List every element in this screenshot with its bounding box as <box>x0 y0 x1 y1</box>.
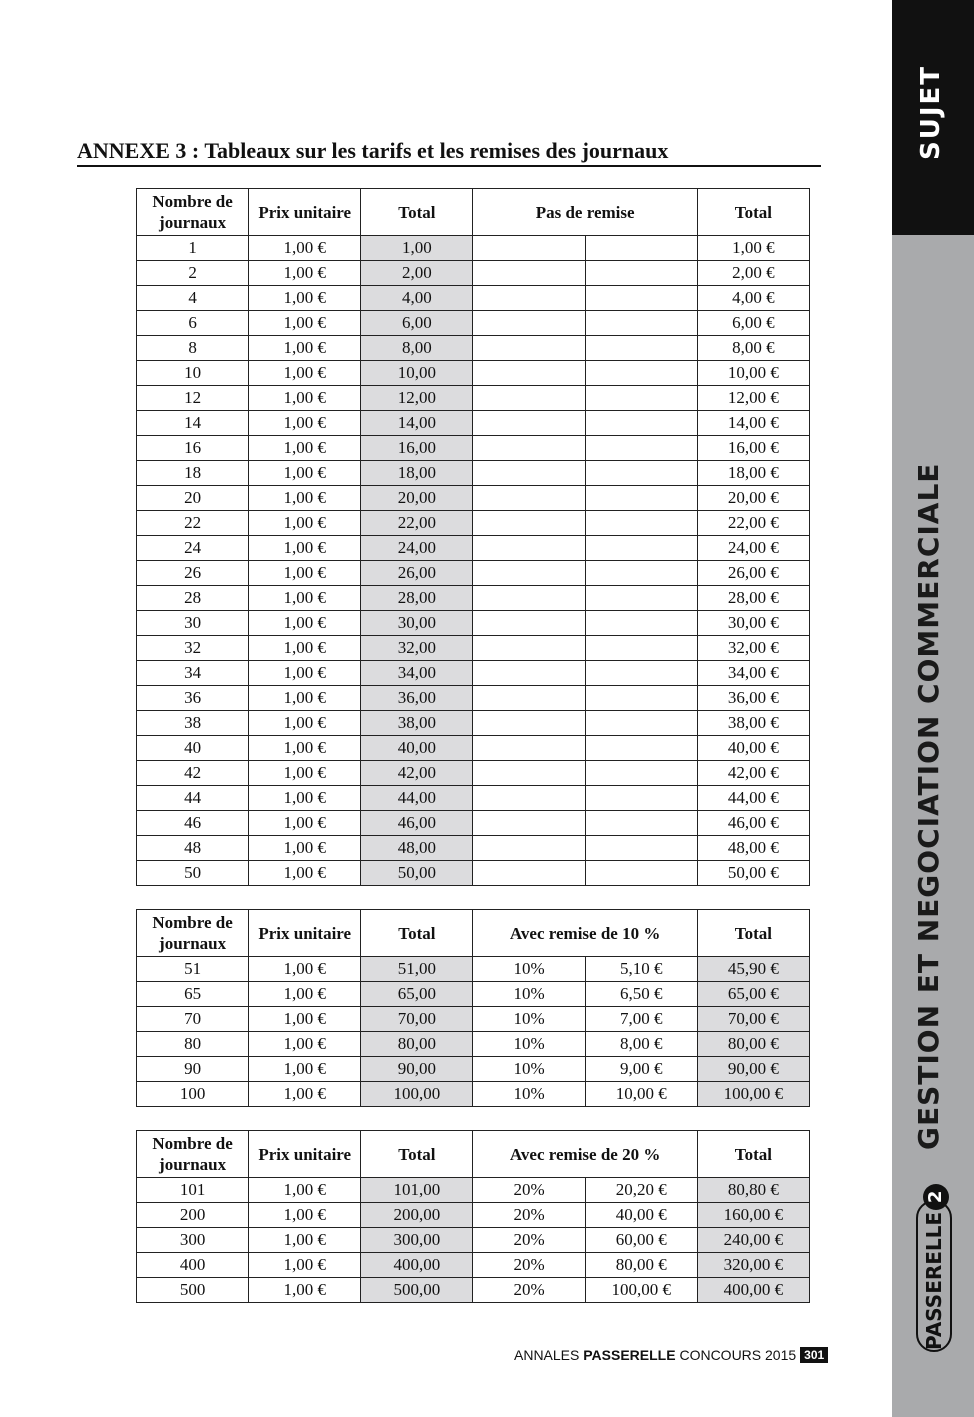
table-cell: 10,00 € <box>697 361 809 386</box>
column-header: Avec remise de 10 % <box>473 910 697 957</box>
table-cell <box>585 336 697 361</box>
table-cell <box>473 686 585 711</box>
table-row <box>137 811 810 836</box>
table-row <box>137 286 810 311</box>
table-row <box>137 1228 810 1253</box>
table-cell <box>473 336 585 361</box>
table-cell: 2,00 <box>361 261 473 286</box>
table-cell: 101,00 <box>361 1178 473 1203</box>
table-cell: 48,00 <box>361 836 473 861</box>
table-cell: 90,00 <box>361 1057 473 1082</box>
table-cell: 45,90 € <box>697 957 809 982</box>
table-cell: 20% <box>473 1178 585 1203</box>
table-cell: 18,00 € <box>697 461 809 486</box>
table-cell: 12,00 € <box>697 386 809 411</box>
table-cell <box>585 511 697 536</box>
table-cell <box>473 261 585 286</box>
table-cell: 10% <box>473 1032 585 1057</box>
table-cell: 42 <box>137 761 249 786</box>
table-cell: 1,00 € <box>249 957 361 982</box>
table-cell: 32,00 <box>361 636 473 661</box>
table-cell: 44,00 <box>361 786 473 811</box>
table-cell: 80 <box>137 1032 249 1057</box>
table-cell <box>585 461 697 486</box>
table-cell <box>473 536 585 561</box>
table-cell: 40 <box>137 736 249 761</box>
table-cell: 42,00 € <box>697 761 809 786</box>
table-cell: 38,00 <box>361 711 473 736</box>
table-cell <box>473 486 585 511</box>
table-cell: 1,00 € <box>249 386 361 411</box>
table-cell: 1,00 € <box>249 286 361 311</box>
table-cell <box>473 811 585 836</box>
page-number: 301 <box>800 1347 828 1363</box>
table-cell: 2 <box>137 261 249 286</box>
header-row <box>137 1131 810 1178</box>
table-cell: 8,00 € <box>697 336 809 361</box>
table-cell: 10% <box>473 1082 585 1107</box>
table-cell: 10% <box>473 1057 585 1082</box>
table-cell: 1,00 € <box>697 236 809 261</box>
table-pas-de-remise <box>136 188 810 886</box>
table-cell: 500 <box>137 1278 249 1303</box>
table-cell: 60,00 € <box>585 1228 697 1253</box>
table-cell: 100,00 <box>361 1082 473 1107</box>
table-cell: 34 <box>137 661 249 686</box>
table-cell: 1,00 € <box>249 1228 361 1253</box>
table-cell: 14 <box>137 411 249 436</box>
table-cell: 42,00 <box>361 761 473 786</box>
column-header: Prix unitaire <box>249 910 361 957</box>
table-cell: 50,00 <box>361 861 473 886</box>
header-row <box>137 910 810 957</box>
table-cell: 28,00 <box>361 586 473 611</box>
table-cell: 44 <box>137 786 249 811</box>
table-cell: 1,00 € <box>249 736 361 761</box>
table-cell: 38 <box>137 711 249 736</box>
table-cell: 34,00 <box>361 661 473 686</box>
table-row <box>137 686 810 711</box>
table-cell <box>473 386 585 411</box>
table-cell: 48 <box>137 836 249 861</box>
column-header: Total <box>697 189 809 236</box>
table-cell: 70 <box>137 1007 249 1032</box>
table-cell: 10,00 € <box>585 1082 697 1107</box>
table-cell: 10 <box>137 361 249 386</box>
table-row <box>137 711 810 736</box>
table-cell <box>473 661 585 686</box>
table-cell: 90 <box>137 1057 249 1082</box>
table-cell: 20% <box>473 1278 585 1303</box>
table-row <box>137 311 810 336</box>
table-cell: 6,00 € <box>697 311 809 336</box>
table-cell <box>585 636 697 661</box>
table-row <box>137 786 810 811</box>
table-cell <box>585 811 697 836</box>
table-cell: 20,20 € <box>585 1178 697 1203</box>
table-row <box>137 361 810 386</box>
table-cell <box>473 511 585 536</box>
table-cell: 1,00 € <box>249 1057 361 1082</box>
table-cell: 1,00 € <box>249 661 361 686</box>
column-header: Avec remise de 20 % <box>473 1131 697 1178</box>
table-cell: 20,00 € <box>697 486 809 511</box>
table-cell: 1,00 € <box>249 836 361 861</box>
table-cell <box>585 436 697 461</box>
table-cell <box>473 836 585 861</box>
table-cell <box>585 736 697 761</box>
table-cell: 400 <box>137 1253 249 1278</box>
table-cell <box>585 861 697 886</box>
table-cell: 1,00 € <box>249 461 361 486</box>
table-cell: 320,00 € <box>697 1253 809 1278</box>
table-row <box>137 1082 810 1107</box>
sidebar-section-label: GESTION ET NEGOCIATION COMMERCIALE <box>912 462 945 1150</box>
table-cell: 500,00 <box>361 1278 473 1303</box>
header-row <box>137 189 810 236</box>
table-cell <box>585 411 697 436</box>
table-cell: 26,00 € <box>697 561 809 586</box>
column-header: Nombre de journaux <box>137 189 249 236</box>
table-row <box>137 236 810 261</box>
table-cell: 1,00 € <box>249 1253 361 1278</box>
footer-brand: PASSERELLE <box>583 1347 676 1363</box>
page-footer <box>514 1345 828 1365</box>
table-cell: 1,00 € <box>249 811 361 836</box>
table-cell: 16,00 € <box>697 436 809 461</box>
table-cell: 14,00 <box>361 411 473 436</box>
table-cell: 1,00 € <box>249 436 361 461</box>
table-cell: 24,00 <box>361 536 473 561</box>
table-cell: 32 <box>137 636 249 661</box>
table-cell: 80,00 <box>361 1032 473 1057</box>
passerelle-logo <box>916 1190 952 1352</box>
table-cell: 1,00 € <box>249 711 361 736</box>
annex-heading: ANNEXE 3 : Tableaux sur les tarifs et les remises des journaux <box>77 137 821 167</box>
table-cell: 44,00 € <box>697 786 809 811</box>
table-cell: 30 <box>137 611 249 636</box>
table-cell <box>473 236 585 261</box>
table-cell <box>585 611 697 636</box>
table-remise-20 <box>136 1130 810 1303</box>
table-cell: 5,10 € <box>585 957 697 982</box>
table-cell <box>585 711 697 736</box>
table-row <box>137 1178 810 1203</box>
table-cell: 14,00 € <box>697 411 809 436</box>
table-cell: 8,00 <box>361 336 473 361</box>
table-cell <box>473 861 585 886</box>
table-cell: 9,00 € <box>585 1057 697 1082</box>
table-row <box>137 261 810 286</box>
table-cell <box>473 411 585 436</box>
table-cell: 1,00 € <box>249 761 361 786</box>
table-row <box>137 1032 810 1057</box>
table-cell: 1,00 € <box>249 511 361 536</box>
table-cell: 50,00 € <box>697 861 809 886</box>
table-cell: 40,00 <box>361 736 473 761</box>
table-cell: 1,00 € <box>249 361 361 386</box>
table-cell: 51,00 <box>361 957 473 982</box>
table-row <box>137 461 810 486</box>
table-row <box>137 836 810 861</box>
table-cell: 1,00 € <box>249 1007 361 1032</box>
table-row <box>137 586 810 611</box>
table-cell: 1,00 € <box>249 686 361 711</box>
table-cell <box>585 311 697 336</box>
table-cell: 1,00 € <box>249 1032 361 1057</box>
table-cell: 46 <box>137 811 249 836</box>
table-cell <box>585 761 697 786</box>
table-cell: 65,00 € <box>697 982 809 1007</box>
table-cell: 1 <box>137 236 249 261</box>
table-cell: 400,00 <box>361 1253 473 1278</box>
table-cell: 40,00 € <box>585 1203 697 1228</box>
table-cell: 80,00 € <box>585 1253 697 1278</box>
table-cell <box>585 536 697 561</box>
table-cell: 1,00 € <box>249 411 361 436</box>
table-cell: 6,00 <box>361 311 473 336</box>
table-cell <box>585 586 697 611</box>
table-cell: 38,00 € <box>697 711 809 736</box>
table-cell: 80,80 € <box>697 1178 809 1203</box>
table-row <box>137 1057 810 1082</box>
table-row <box>137 411 810 436</box>
table-cell: 8,00 € <box>585 1032 697 1057</box>
table-cell: 12 <box>137 386 249 411</box>
table-cell: 22,00 € <box>697 511 809 536</box>
logo-text: PASSERELLE <box>922 1211 946 1350</box>
table-cell <box>585 386 697 411</box>
table-cell: 20% <box>473 1228 585 1253</box>
table-cell: 1,00 € <box>249 861 361 886</box>
table-cell: 22,00 <box>361 511 473 536</box>
table-cell: 1,00 € <box>249 786 361 811</box>
table-cell: 200,00 <box>361 1203 473 1228</box>
table-cell: 1,00 € <box>249 336 361 361</box>
table-cell: 34,00 € <box>697 661 809 686</box>
table-cell: 30,00 € <box>697 611 809 636</box>
footer-suffix: CONCOURS 2015 <box>679 1347 797 1363</box>
table-cell <box>585 836 697 861</box>
table-cell: 6,50 € <box>585 982 697 1007</box>
table-cell: 16 <box>137 436 249 461</box>
table-row <box>137 1253 810 1278</box>
table-cell <box>585 561 697 586</box>
table-row <box>137 536 810 561</box>
table-cell: 36,00 <box>361 686 473 711</box>
logo-number: 2 <box>923 1184 949 1210</box>
table-cell: 1,00 € <box>249 611 361 636</box>
table-cell: 24 <box>137 536 249 561</box>
table-cell: 20 <box>137 486 249 511</box>
table-cell: 100,00 € <box>585 1278 697 1303</box>
table-cell: 4,00 € <box>697 286 809 311</box>
column-header: Nombre de journaux <box>137 1131 249 1178</box>
table-cell: 46,00 € <box>697 811 809 836</box>
column-header: Total <box>361 1131 473 1178</box>
table-cell: 50 <box>137 861 249 886</box>
column-header: Prix unitaire <box>249 1131 361 1178</box>
table-row <box>137 661 810 686</box>
column-header: Pas de remise <box>473 189 697 236</box>
table-cell: 240,00 € <box>697 1228 809 1253</box>
table-remise-10 <box>136 909 810 1107</box>
table-cell: 22 <box>137 511 249 536</box>
table-row <box>137 436 810 461</box>
table-cell <box>473 461 585 486</box>
column-header: Total <box>697 1131 809 1178</box>
table-cell: 200 <box>137 1203 249 1228</box>
table-row <box>137 636 810 661</box>
table-cell: 46,00 <box>361 811 473 836</box>
table-cell: 8 <box>137 336 249 361</box>
table-cell: 32,00 € <box>697 636 809 661</box>
sidebar-tab-label: SUJET <box>916 64 946 160</box>
table-cell: 300,00 <box>361 1228 473 1253</box>
table-cell: 48,00 € <box>697 836 809 861</box>
table-cell: 1,00 € <box>249 486 361 511</box>
table-cell: 1,00 € <box>249 311 361 336</box>
table-cell: 1,00 <box>361 236 473 261</box>
table-cell: 6 <box>137 311 249 336</box>
table-cell: 36,00 € <box>697 686 809 711</box>
table-cell: 80,00 € <box>697 1032 809 1057</box>
table-cell <box>473 736 585 761</box>
table-row <box>137 486 810 511</box>
table-cell <box>585 261 697 286</box>
table-cell: 10% <box>473 957 585 982</box>
table-cell <box>585 686 697 711</box>
table-cell: 30,00 <box>361 611 473 636</box>
table-cell: 1,00 € <box>249 636 361 661</box>
table-cell: 24,00 € <box>697 536 809 561</box>
table-cell <box>585 236 697 261</box>
table-row <box>137 1203 810 1228</box>
table-cell: 2,00 € <box>697 261 809 286</box>
table-cell: 70,00 <box>361 1007 473 1032</box>
column-header: Nombre de journaux <box>137 910 249 957</box>
table-cell: 1,00 € <box>249 1082 361 1107</box>
table-cell: 1,00 € <box>249 982 361 1007</box>
table-cell: 90,00 € <box>697 1057 809 1082</box>
table-cell <box>473 311 585 336</box>
table-cell <box>473 586 585 611</box>
table-row <box>137 386 810 411</box>
table-cell: 1,00 € <box>249 586 361 611</box>
column-header: Total <box>361 910 473 957</box>
table-cell <box>585 486 697 511</box>
table-cell: 36 <box>137 686 249 711</box>
table-row <box>137 336 810 361</box>
table-cell <box>585 661 697 686</box>
table-cell: 26,00 <box>361 561 473 586</box>
table-cell <box>473 611 585 636</box>
table-cell <box>585 786 697 811</box>
table-cell: 40,00 € <box>697 736 809 761</box>
table-cell: 16,00 <box>361 436 473 461</box>
footer-prefix: ANNALES <box>514 1347 580 1363</box>
column-header: Total <box>697 910 809 957</box>
table-row <box>137 1007 810 1032</box>
table-cell: 1,00 € <box>249 236 361 261</box>
table-row <box>137 957 810 982</box>
table-cell: 1,00 € <box>249 561 361 586</box>
table-cell: 100 <box>137 1082 249 1107</box>
table-row <box>137 761 810 786</box>
table-cell <box>473 711 585 736</box>
table-cell: 51 <box>137 957 249 982</box>
table-cell <box>473 636 585 661</box>
column-header: Prix unitaire <box>249 189 361 236</box>
table-cell: 101 <box>137 1178 249 1203</box>
table-cell: 65,00 <box>361 982 473 1007</box>
table-cell: 300 <box>137 1228 249 1253</box>
table-cell: 1,00 € <box>249 536 361 561</box>
table-cell: 65 <box>137 982 249 1007</box>
table-cell <box>473 786 585 811</box>
table-cell: 28 <box>137 586 249 611</box>
table-cell: 10% <box>473 982 585 1007</box>
table-row <box>137 611 810 636</box>
table-row <box>137 982 810 1007</box>
table-cell: 18 <box>137 461 249 486</box>
table-cell: 1,00 € <box>249 1278 361 1303</box>
table-cell: 160,00 € <box>697 1203 809 1228</box>
column-header: Total <box>361 189 473 236</box>
table-cell: 100,00 € <box>697 1082 809 1107</box>
table-cell: 12,00 <box>361 386 473 411</box>
table-cell: 70,00 € <box>697 1007 809 1032</box>
table-cell: 4,00 <box>361 286 473 311</box>
table-row <box>137 511 810 536</box>
table-cell: 20,00 <box>361 486 473 511</box>
table-row <box>137 1278 810 1303</box>
table-row <box>137 561 810 586</box>
table-cell <box>585 361 697 386</box>
table-cell: 20% <box>473 1253 585 1278</box>
table-cell: 28,00 € <box>697 586 809 611</box>
table-cell: 1,00 € <box>249 1203 361 1228</box>
table-cell: 7,00 € <box>585 1007 697 1032</box>
table-cell: 10% <box>473 1007 585 1032</box>
table-cell <box>473 561 585 586</box>
table-cell: 26 <box>137 561 249 586</box>
table-cell: 4 <box>137 286 249 311</box>
table-row <box>137 861 810 886</box>
table-cell: 1,00 € <box>249 261 361 286</box>
table-cell: 1,00 € <box>249 1178 361 1203</box>
table-cell: 20% <box>473 1203 585 1228</box>
table-cell: 400,00 € <box>697 1278 809 1303</box>
table-cell <box>473 286 585 311</box>
table-row <box>137 736 810 761</box>
table-cell <box>473 436 585 461</box>
table-cell <box>473 361 585 386</box>
table-cell <box>473 761 585 786</box>
table-cell: 10,00 <box>361 361 473 386</box>
table-cell <box>585 286 697 311</box>
table-cell: 18,00 <box>361 461 473 486</box>
